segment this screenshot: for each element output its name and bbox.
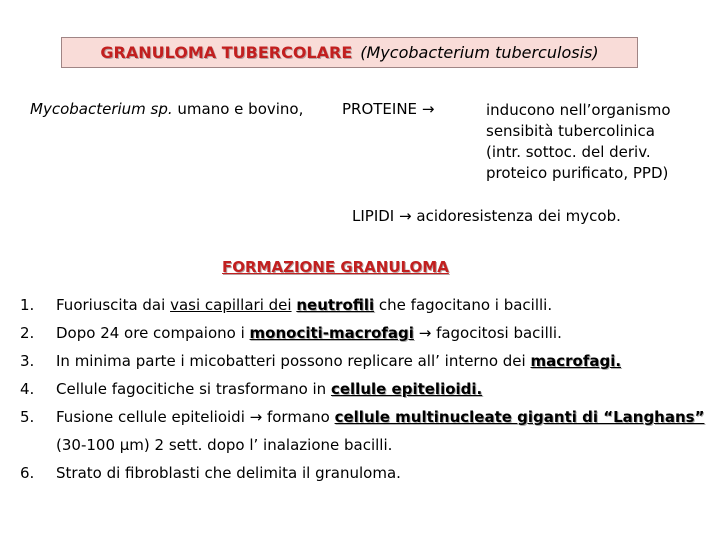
arrow-right-icon: → <box>418 324 432 342</box>
step-number: 2. <box>20 324 35 342</box>
step-text: Strato di fibroblasti che delimita il granuloma. <box>56 464 401 482</box>
proteine-effect-line: sensibità tubercolinica <box>486 122 655 140</box>
page-subtitle: (Mycobacterium tuberculosis) <box>360 43 599 62</box>
source-species: Mycobacterium sp. <box>30 100 173 118</box>
source-line <box>30 100 303 118</box>
title-box <box>61 37 638 68</box>
lipidi-effect: acidoresistenza dei mycob. <box>416 207 621 225</box>
arrow-right-icon: → <box>249 408 263 426</box>
lipidi-line <box>352 207 621 225</box>
proteine-line <box>342 100 434 118</box>
step-text: Fusione cellule epitelioidi → formano cellule multinucleate giganti di “Langhans” <box>56 408 705 426</box>
step-number: 4. <box>20 380 35 398</box>
arrow-right-icon: → <box>421 100 435 118</box>
step-number: 6. <box>20 464 35 482</box>
arrow-right-icon: → <box>399 207 412 225</box>
step-text: Fuoriuscita dai vasi capillari dei neutrofili che fagocitano i bacilli. <box>56 296 553 314</box>
step-text: Cellule fagocitiche si trasformano in cellule epitelioidi. <box>56 380 483 398</box>
step-number: 3. <box>20 352 35 370</box>
page-title: GRANULOMA TUBERCOLARE <box>100 43 353 62</box>
lipidi-label: LIPIDI <box>352 207 395 225</box>
proteine-effect-line: inducono nell’organismo <box>486 101 671 119</box>
source-rest: umano e bovino, <box>172 100 304 118</box>
proteine-effect <box>486 100 671 184</box>
proteine-effect-line: (intr. sottoc. del deriv. <box>486 143 651 161</box>
step-text: (30-100 μm) 2 sett. dopo l’ inalazione bacilli. <box>56 436 393 454</box>
step-text: In minima parte i micobatteri possono replicare all’ interno dei macrofagi. <box>56 352 622 370</box>
step-number: 1. <box>20 296 35 314</box>
proteine-label: PROTEINE <box>342 100 418 118</box>
step-number: 5. <box>20 408 35 426</box>
section-title: FORMAZIONE GRANULOMA <box>222 258 449 276</box>
step-text: Dopo 24 ore compaiono i monociti-macrofagi → fagocitosi bacilli. <box>56 324 562 342</box>
proteine-effect-line: proteico purificato, PPD) <box>486 164 669 182</box>
